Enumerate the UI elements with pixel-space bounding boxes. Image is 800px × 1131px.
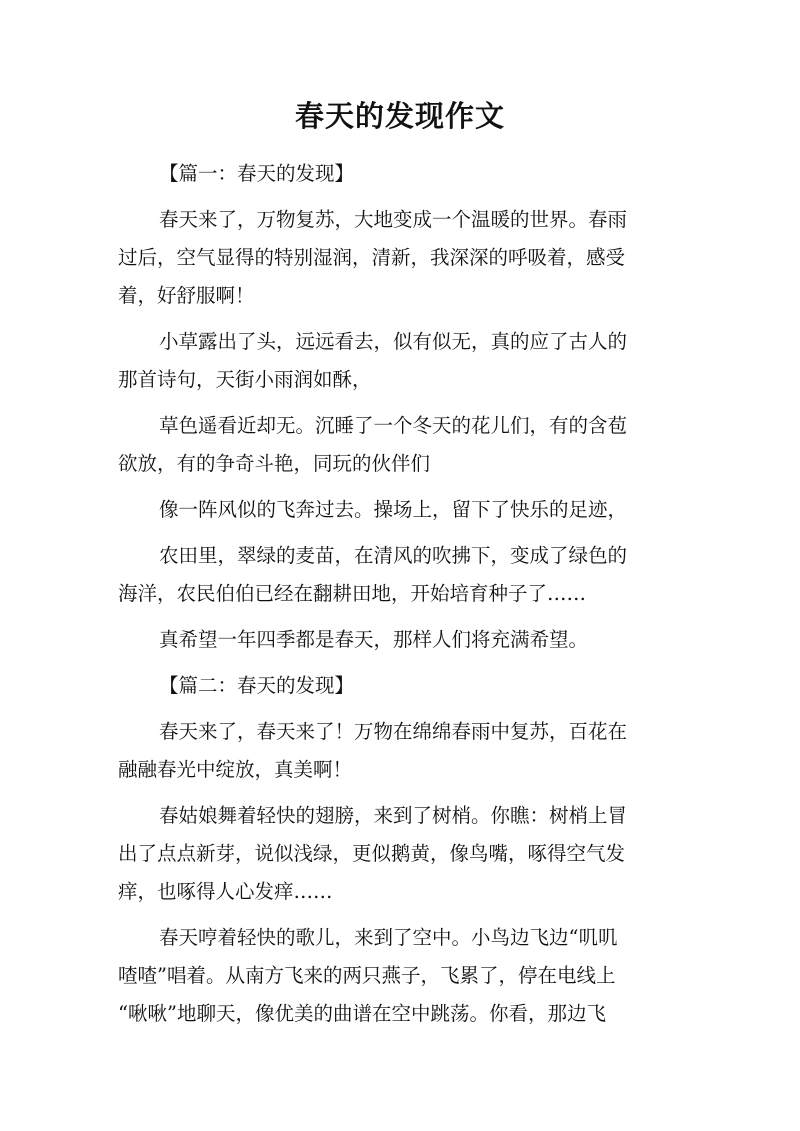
section-heading — [118, 155, 684, 193]
text-line: 喳喳”唱着。从南方飞来的两只燕子，飞累了，停在电线上 — [118, 964, 616, 987]
text-line: 着，好舒服啊！ — [118, 284, 255, 307]
text-line: 【篇二：春天的发现】 — [159, 674, 355, 697]
text-line: 那首诗句，天街小雨润如酥， — [118, 368, 372, 391]
document-title: 春天的发现作文 — [294, 99, 505, 133]
paragraph — [118, 919, 684, 1033]
text-line: 【篇一：春天的发现】 — [159, 162, 355, 185]
section-heading — [118, 667, 684, 705]
paragraph — [118, 797, 684, 911]
text-line: 真希望一年四季都是春天，那样人们将充满希望。 — [159, 628, 589, 651]
text-line: 海洋，农民伯伯已经在翻耕田地，开始培育种子了…… — [118, 582, 587, 605]
text-line: 草色遥看近却无。沉睡了一个冬天的花儿们，有的含苞 — [159, 414, 628, 437]
text-line: 融融春光中绽放，真美啊！ — [118, 758, 353, 781]
document-body — [118, 155, 684, 1041]
text-line: 欲放，有的争奇斗艳，同玩的伙伴们 — [118, 452, 431, 475]
text-line: 春姑娘舞着轻快的翅膀，来到了树梢。你瞧：树梢上冒 — [159, 804, 628, 827]
paragraph — [118, 713, 684, 789]
text-line: 过后，空气显得的特别湿润，清新，我深深的呼吸着，感受 — [118, 246, 626, 269]
paragraph — [118, 201, 684, 315]
text-line: 春天来了，春天来了！万物在绵绵春雨中复苏，百花在 — [159, 720, 628, 743]
text-line: 春天哼着轻快的歌儿，来到了空中。小鸟边飞边“叽叽 — [159, 926, 618, 949]
text-line: 春天来了，万物复苏，大地变成一个温暖的世界。春雨 — [159, 208, 628, 231]
text-line: “啾啾”地聊天，像优美的曲谱在空中跳荡。你看，那边飞 — [118, 1002, 606, 1025]
paragraph — [118, 323, 684, 399]
paragraph — [118, 491, 684, 529]
paragraph — [118, 621, 684, 659]
text-line: 像一阵风似的飞奔过去。操场上，留下了快乐的足迹， — [159, 498, 628, 521]
paragraph — [118, 407, 684, 483]
paragraph — [118, 537, 684, 613]
text-line: 小草露出了头，远远看去，似有似无，真的应了古人的 — [159, 330, 628, 353]
text-line: 痒，也啄得人心发痒…… — [118, 880, 333, 903]
text-line: 农田里，翠绿的麦苗，在清风的吹拂下，变成了绿色的 — [159, 544, 628, 567]
text-line: 出了点点新芽，说似浅绿，更似鹅黄，像鸟嘴，啄得空气发 — [118, 842, 626, 865]
